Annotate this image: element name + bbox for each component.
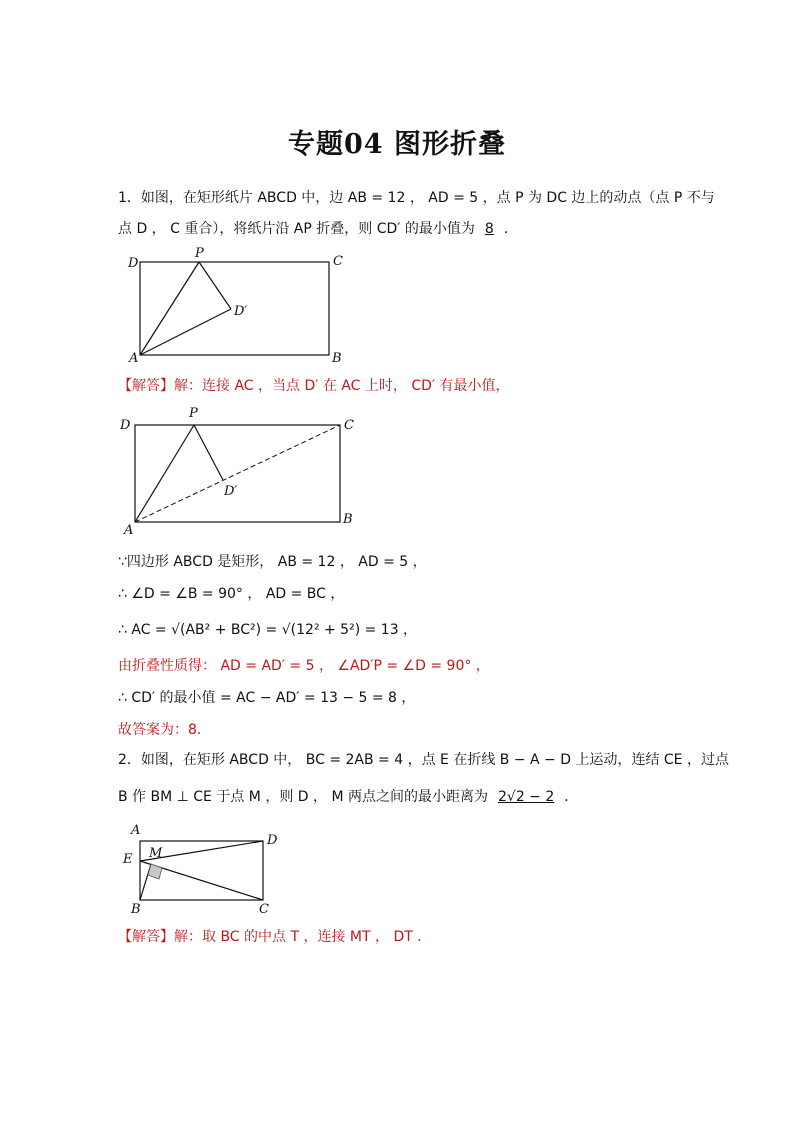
sol1-text: 解：连接 AC ，当点 D′ 在 AC 上时， CD′ 有最小值， [174, 378, 510, 394]
sol1-label-D: D [120, 418, 131, 433]
sol1-fold-ap [135, 425, 194, 522]
q2-label-A: A [131, 823, 141, 838]
sol1-fold-pd [194, 425, 223, 480]
q1-label-Dp: D′ [234, 304, 248, 319]
q1-label-P: P [195, 246, 204, 261]
q1-fold-ad [140, 309, 231, 355]
q2-label-C: C [259, 902, 269, 917]
q1-figure [118, 244, 358, 369]
q2-answer: 2√2 − 2 [498, 789, 555, 805]
sol1-step6: 故答案为：8． [118, 722, 211, 738]
q2-line2 [118, 787, 578, 807]
sol1-diagonal-ac [135, 425, 340, 522]
sol2-text: 解：取 BC 的中点 T ，连接 MT ， DT ． [174, 929, 432, 945]
sol2-intro [118, 927, 431, 947]
sol1-label-P: P [189, 406, 198, 421]
sol1-step4: 由折叠性质得： AD = AD′ = 5 ， ∠AD′P = ∠D = 90° ， [118, 658, 490, 674]
q2-figure [118, 818, 298, 918]
q1-line2-text: 点 D ， C 重合），将纸片沿 AP 折叠，则 CD′ 的最小值为 [118, 221, 475, 237]
q1-line2-end: ． [503, 221, 518, 237]
q2-line2-end: ． [564, 789, 579, 805]
q2-label-M: M [149, 846, 163, 861]
q2-line2-text: B 作 BM ⊥ CE 于点 M ，则 D ， M 两点之间的最小距离为 [118, 789, 488, 805]
sol1-intro [118, 376, 510, 396]
q1-label-C: C [333, 254, 343, 269]
q2-label-E: E [123, 852, 133, 867]
sol1-figure [118, 402, 368, 537]
q2-right-angle-mark [148, 864, 162, 879]
q1-fold-ap [140, 262, 199, 355]
q2-label-D: D [267, 833, 278, 848]
sol1-head: 【解答】 [118, 378, 174, 394]
q1-label-B: B [332, 351, 342, 366]
q1-fold-pd [199, 262, 231, 309]
q1-line1: 1．如图，在矩形纸片 ABCD 中，边 AB = 12 ， AD = 5 ，点 P 为 DC 边上的动点（点 P 不与 [118, 190, 715, 206]
q2-line1: 2．如图，在矩形 ABCD 中， BC = 2AB = 4 ，点 E 在折线 B − A − D 上运动，连结 CE ，过点 [118, 752, 729, 768]
q1-line2 [118, 219, 518, 239]
sol1-label-C: C [344, 418, 354, 433]
sol2-head: 【解答】 [118, 929, 174, 945]
sol1-step1: ∵四边形 ABCD 是矩形， AB = 12 ， AD = 5 ， [118, 554, 427, 570]
q1-label-A: A [129, 351, 139, 366]
sol1-step5: ∴ CD′ 的最小值 = AC − AD′ = 13 − 5 = 8 ， [118, 690, 416, 706]
page-title: 专题04 图形折叠 [288, 129, 506, 160]
sol1-step3: ∴ AC = √(AB² + BC²) = √(12² + 5²) = 13 ， [118, 622, 418, 638]
q2-label-B: B [131, 902, 141, 917]
q1-label-D: D [128, 256, 139, 271]
sol1-label-A: A [124, 523, 134, 537]
sol1-label-Dp: D′ [224, 484, 238, 499]
sol1-step2: ∴ ∠D = ∠B = 90° ， AD = BC ， [118, 586, 345, 602]
q1-answer: 8 [484, 221, 494, 237]
sol1-label-B: B [343, 512, 353, 527]
